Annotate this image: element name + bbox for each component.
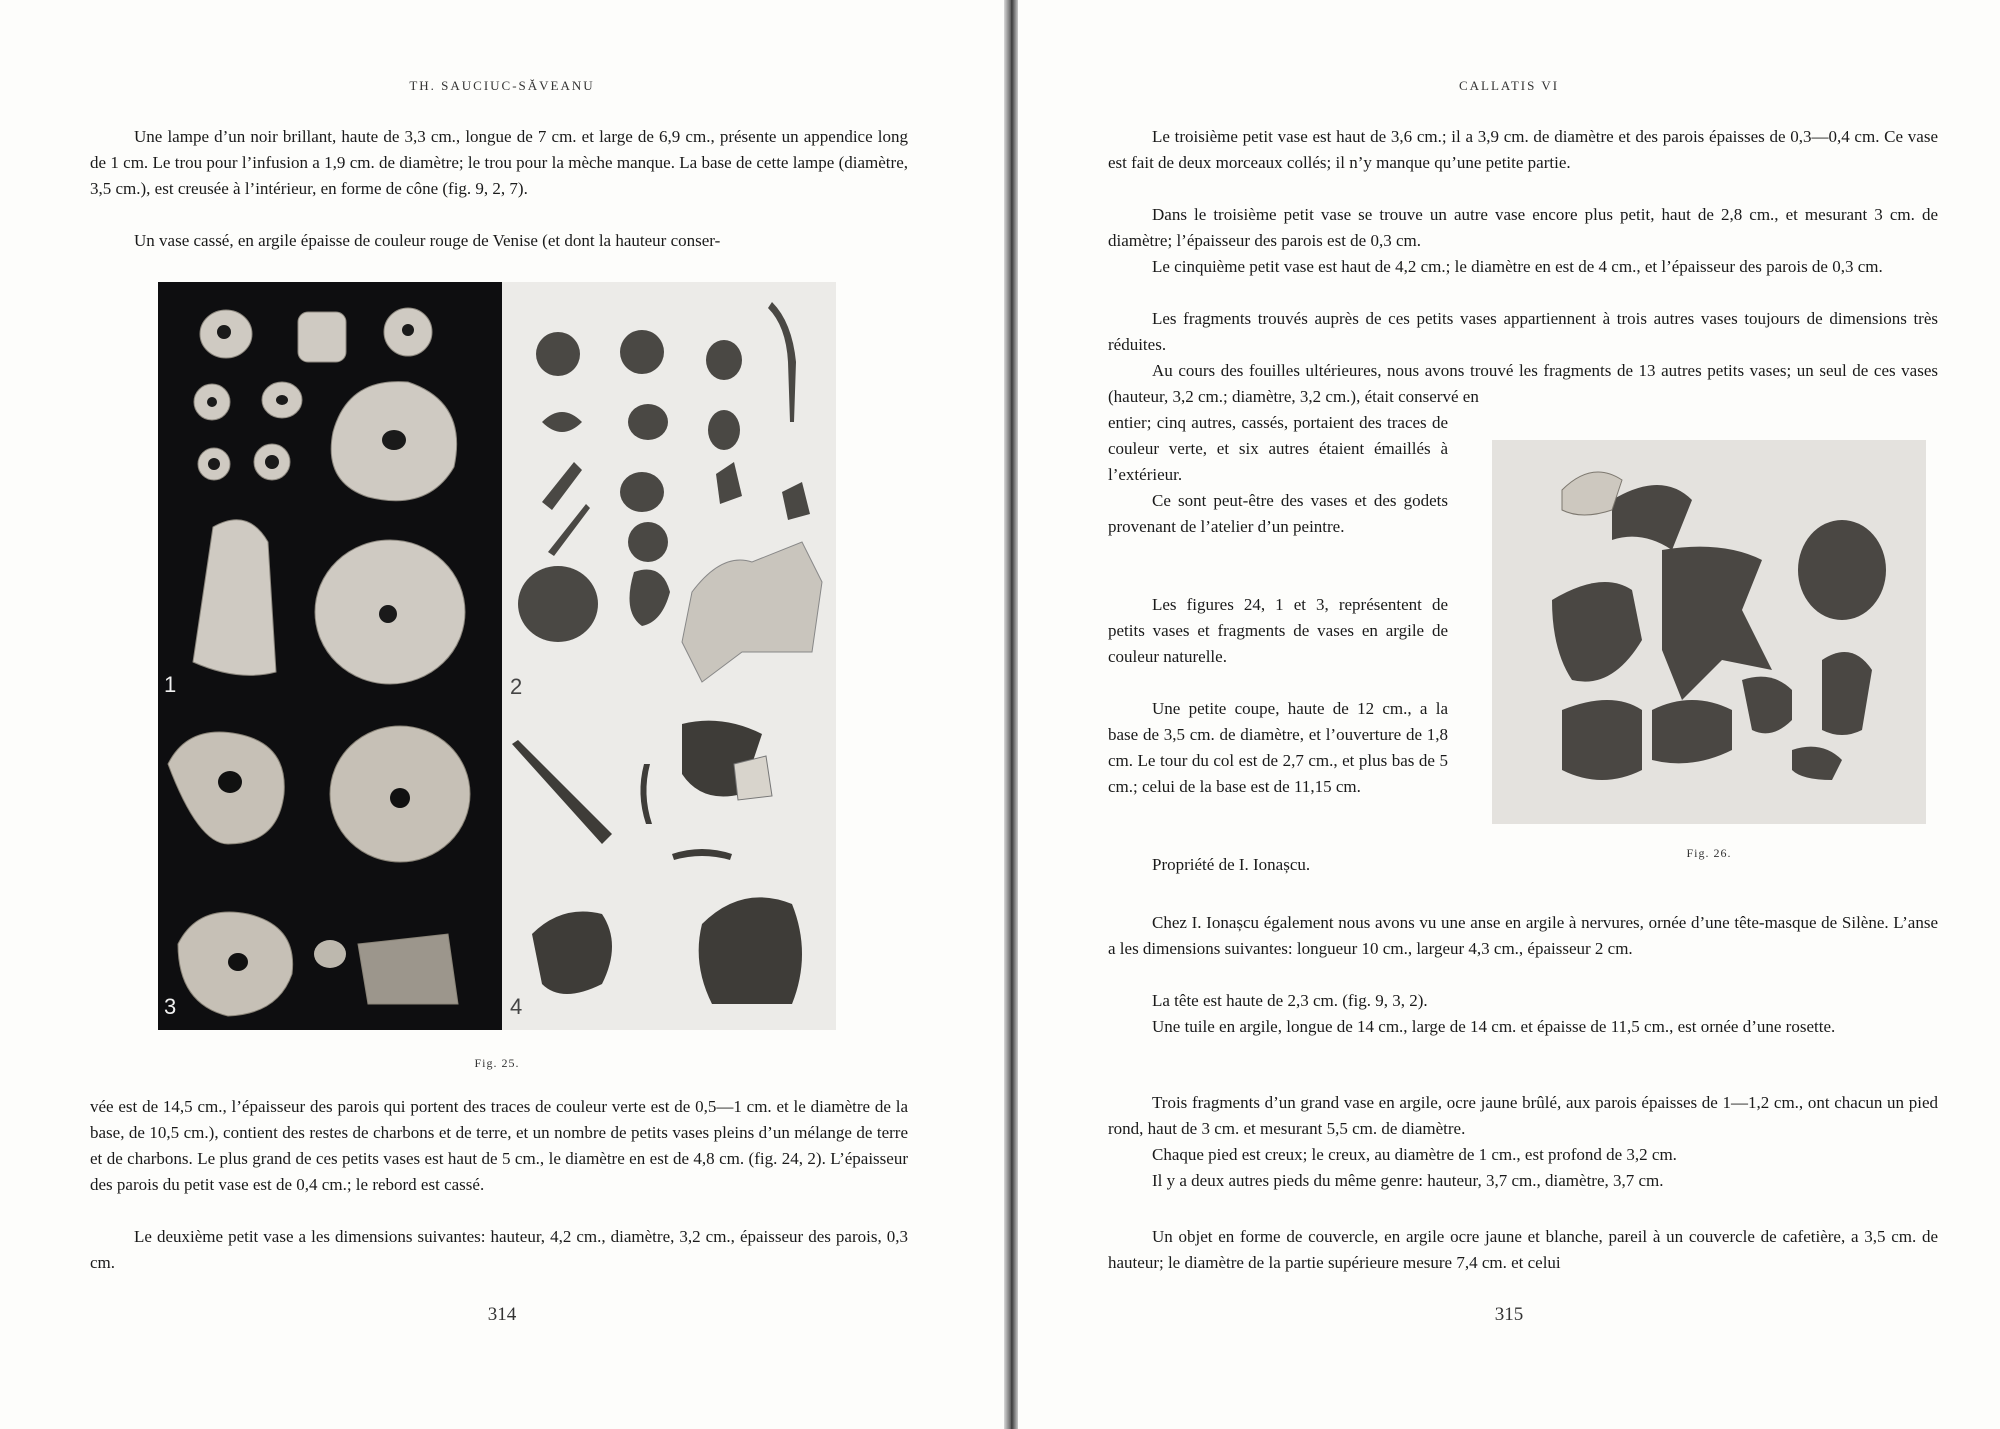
paragraph-painter: Ce sont peut-être des vases et des godets provenant de l’atelier d’un peintre. [1108,491,1448,536]
running-head-right: CALLATIS VI [1458,78,1560,93]
paragraph-head: La tête est haute de 2,3 cm. (fig. 9, 3, 2). [1152,991,1428,1010]
figure-26-fragments [1492,440,1926,824]
page-number-right: 315 [1494,1304,1524,1325]
paragraph-lid-object: Un objet en forme de couvercle, en argile ocre jaune et blanche, pareil à un couvercle de cafetière, a 3,5 cm. de hauteur; le diamètre de la partie supérieure mesure 7,4 cm. et celui [1108,1227,1938,1272]
panel-label-4: 4 [510,994,523,1019]
panel-3-objects [158,704,502,1030]
paragraph-vase-start: Un vase cassé, en argile épaisse de couleur rouge de Venise (et dont la hauteur conser- [134,231,721,250]
paragraph-two-feet: Il y a deux autres pieds du même genre: hauteur, 3,7 cm., diamètre, 3,7 cm. [1152,1171,1664,1190]
paragraph-tile: Une tuile en argile, longue de 14 cm., large de 14 cm. et épaisse de 11,5 cm., est ornée d’une rosette. [1152,1017,1836,1036]
paragraph-third-vase: Le troisième petit vase est haut de 3,6 cm.; il a 3,9 cm. de diamètre et des parois épaisses de 0,3—0,4 cm. Ce vase est fait de deux morceaux collés; il n’y manque qu’une petite partie. [1108,127,1938,172]
paragraph-fifth-vase: Le cinquième petit vase est haut de 4,2 cm.; le diamètre en est de 4 cm., et l’épaisseur des parois de 0,3 cm. [1152,257,1883,276]
paragraph-hollow-foot: Chaque pied est creux; le creux, au diamètre de 1 cm., est profond de 3,2 cm. [1152,1145,1677,1164]
figure-panel-3 [158,704,502,1030]
paragraph-second-vase: Le deuxième petit vase a les dimensions suivantes: hauteur, 4,2 cm., diamètre, 3,2 cm., épaisseur des parois, 0,3 cm. [90,1227,908,1272]
panel-1-objects [158,282,502,704]
paragraph-later-excavations: Au cours des fouilles ultérieures, nous avons trouvé les fragments de 13 autres petits vases; un seul de ces vases (hauteur, 3,2 cm.; diamètre, 3,2 cm.), était conservé en [1108,361,1938,406]
panel-label-2: 2 [510,674,523,699]
book-gutter [1004,0,1018,1429]
paragraph-lamp: Une lampe d’un noir brillant, haute de 3,3 cm., longue de 7 cm. et large de 6,9 cm., présente un appendice long de 1 cm. Le trou pour l’infusion a 1,9 cm. de diamètre; le trou pour la mèche manque. La base de cette lampe (diamètre, 3,5 cm.), est creusée à l’intérieur, en forme de cône (fig. 9, 2, 7). [90,127,908,198]
paragraph-small-cup: Une petite coupe, haute de 12 cm., a la base de 3,5 cm. de diamètre, et l’ouverture de 1,8 cm. Le tour du col est de 2,7 cm., et plus bas de 5 cm.; celui de la base est de 11,15 cm. [1108,699,1448,796]
paragraph-vase-continued: vée est de 14,5 cm., l’épaisseur des parois qui portent des traces de couleur verte est de 0,5—1 cm. et le diamètre de la base, de 10,5 cm.), contient des restes de charbons et de terre, et un nombre de petits vases pleins d’un mélange de terre et de charbons. Le plus grand de ces petits vases est haut de 5 cm., le diamètre en est de 4,8 cm. (fig. 24, 2). L’épaisseur des parois du petit vase est de 0,4 cm.; le rebord est cassé. [90,1097,908,1194]
paragraph-figures-24: Les figures 24, 1 et 3, représentent de petits vases et fragments de vases en argile de couleur naturelle. [1108,595,1448,666]
panel-label-1: 1 [164,672,177,697]
figure-panel-1 [158,282,502,704]
paragraph-silene-handle: Chez I. Ionașcu également nous avons vu une anse en argile à nervures, ornée d’une tête-masque de Silène. L’anse a les dimensions suivantes: longueur 10 cm., largeur 4,3 cm., épaisseur 2 cm. [1108,913,1938,958]
paragraph-entier: entier; cinq autres, cassés, portaient des traces de couleur verte, et six autres étaient émaillés à l’extérieur. [1108,413,1448,484]
panel-label-3: 3 [164,994,177,1019]
paragraph-fragments: Les fragments trouvés auprès de ces petits vases appartiennent à trois autres vases toujours de dimensions très réduites. [1108,309,1938,354]
page-number-left: 314 [487,1304,517,1325]
right-page [1018,0,2000,1429]
figure-25-plate [158,282,836,1030]
paragraph-three-fragments: Trois fragments d’un grand vase en argile, ocre jaune brûlé, aux parois épaisses de 1—1,2 cm., ont chacun un pied rond, haut de 3 cm. et mesurant 5,5 cm. de diamètre. [1108,1093,1938,1138]
paragraph-smaller-vase: Dans le troisième petit vase se trouve un autre vase encore plus petit, haut de 2,8 cm., et mesurant 3 cm. de diamètre; l’épaisseur des parois est de 0,3 cm. [1108,205,1938,250]
running-head-left: TH. SAUCIUC-SĂVEANU [409,78,595,93]
figure-26-plate [1492,440,1926,824]
figure-25-caption: Fig. 25. [474,1056,520,1070]
figure-26-caption: Fig. 26. [1686,846,1732,860]
paragraph-property: Propriété de I. Ionașcu. [1152,855,1311,874]
figure-panel-4 [502,704,836,1030]
panel-2-objects [502,282,836,704]
figure-panel-2 [502,282,836,704]
panel-4-objects [502,704,836,1030]
